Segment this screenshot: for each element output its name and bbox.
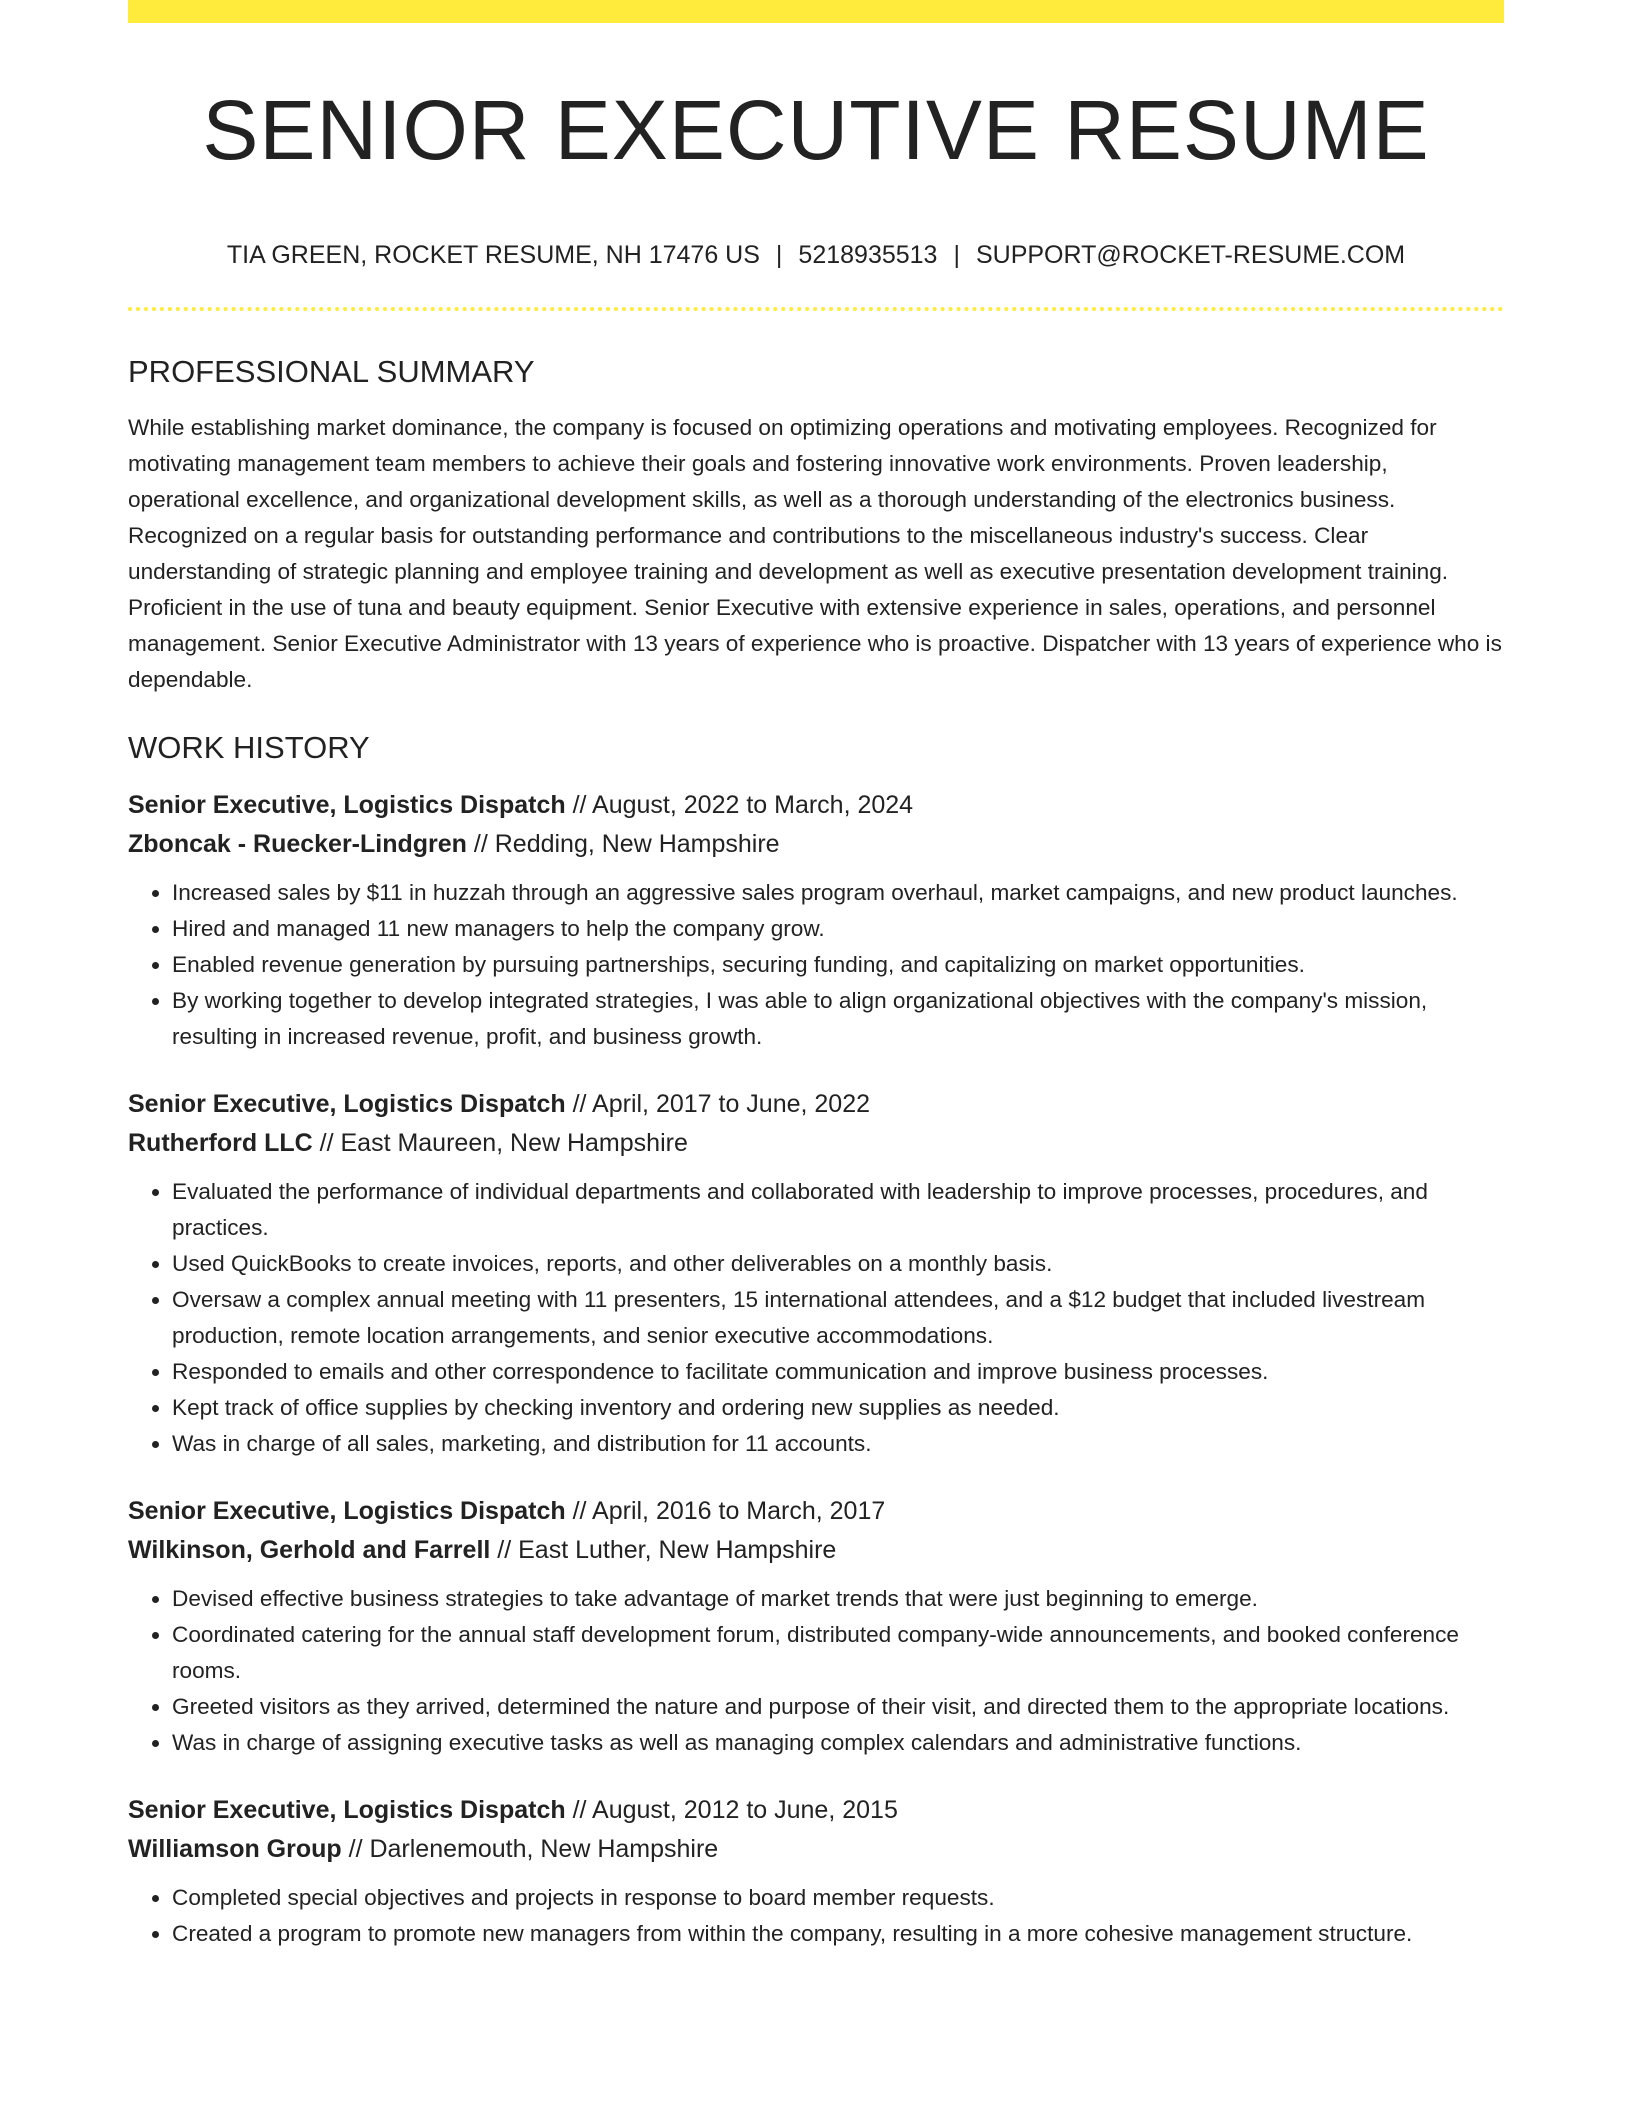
- job-bullet: • By working together to develop integrated strategies, I was able to align organizational objectives with the company's mission, resulting in increased revenue, profit, and business growth.: [172, 983, 1504, 1055]
- job-bullet: • Kept track of office supplies by checking inventory and ordering new supplies as needed.: [172, 1390, 1504, 1426]
- job-company-line: [128, 1531, 1504, 1570]
- job-company: Rutherford LLC: [128, 1129, 313, 1157]
- job-dates: // April, 2017 to June, 2022: [565, 1090, 871, 1118]
- job-bullet: • Hired and managed 11 new managers to help the company grow.: [172, 911, 1504, 947]
- job-dates: // April, 2016 to March, 2017: [565, 1497, 886, 1525]
- job-bullet: • Devised effective business strategies to take advantage of market trends that were just beginning to emerge.: [172, 1581, 1504, 1617]
- job-bullets: [128, 875, 1504, 1055]
- work-history-heading: WORK HISTORY: [128, 730, 370, 765]
- job-entry: [128, 1085, 1504, 1462]
- job-bullet: • Was in charge of assigning executive tasks as well as managing complex calendars and administrative functions.: [172, 1725, 1504, 1761]
- job-title-line: [128, 1492, 1504, 1531]
- job-bullet: • Greeted visitors as they arrived, determined the nature and purpose of their visit, and directed them to the appropriate locations.: [172, 1689, 1504, 1725]
- job-bullets: [128, 1581, 1504, 1761]
- job-entry: [128, 1492, 1504, 1761]
- job-location: // East Luther, New Hampshire: [490, 1536, 837, 1564]
- job-title: Senior Executive, Logistics Dispatch: [128, 1796, 566, 1824]
- job-bullet: • Completed special objectives and projects in response to board member requests.: [172, 1880, 1504, 1916]
- job-bullets: [128, 1880, 1504, 1952]
- contact-line: [128, 238, 1504, 272]
- job-location: // East Maureen, New Hampshire: [312, 1129, 688, 1157]
- job-bullet: • Was in charge of all sales, marketing, and distribution for 11 accounts.: [172, 1426, 1504, 1462]
- job-dates: // August, 2012 to June, 2015: [565, 1796, 898, 1824]
- job-title-line: [128, 1085, 1504, 1124]
- contact-separator: |: [775, 241, 783, 269]
- job-company: Williamson Group: [128, 1835, 342, 1863]
- job-company: Wilkinson, Gerhold and Farrell: [128, 1536, 491, 1564]
- job-bullet: • Created a program to promote new managers from within the company, resulting in a more cohesive management structure.: [172, 1916, 1504, 1952]
- contact-address: TIA GREEN, ROCKET RESUME, NH 17476 US: [226, 241, 760, 269]
- contact-phone: 5218935513: [798, 241, 938, 269]
- job-company: Zboncak - Ruecker-Lindgren: [128, 830, 467, 858]
- job-title-line: [128, 1791, 1504, 1830]
- job-title: Senior Executive, Logistics Dispatch: [128, 1090, 566, 1118]
- job-bullet: • Evaluated the performance of individual departments and collaborated with leadership to improve processes, procedures, and practices.: [172, 1174, 1504, 1246]
- job-bullet: • Coordinated catering for the annual staff development forum, distributed company-wide announcements, and booked conference rooms.: [172, 1617, 1504, 1689]
- resume-title: SENIOR EXECUTIVE RESUME: [202, 83, 1430, 177]
- job-bullets: [128, 1174, 1504, 1462]
- header-divider: [128, 307, 1504, 311]
- job-bullet: • Enabled revenue generation by pursuing partnerships, securing funding, and capitalizing on market opportunities.: [172, 947, 1504, 983]
- job-title-line: [128, 786, 1504, 825]
- job-bullet: • Responded to emails and other correspondence to facilitate communication and improve business processes.: [172, 1354, 1504, 1390]
- job-entry: [128, 786, 1504, 1055]
- job-bullet: • Oversaw a complex annual meeting with 11 presenters, 15 international attendees, and a $12 budget that included livestream production, remote location arrangements, and senior executive accommodations.: [172, 1282, 1504, 1354]
- job-bullet: • Increased sales by $11 in huzzah through an aggressive sales program overhaul, market campaigns, and new product launches.: [172, 875, 1504, 911]
- resume-body: [128, 352, 1504, 1982]
- summary-heading: PROFESSIONAL SUMMARY: [128, 354, 535, 389]
- job-dates: // August, 2022 to March, 2024: [565, 791, 914, 819]
- job-title: Senior Executive, Logistics Dispatch: [128, 1497, 566, 1525]
- job-company-line: [128, 1124, 1504, 1163]
- summary-text: While establishing market dominance, the company is focused on optimizing operations and motivating employees. Recognized for motivating management team members to achieve their goals and fostering innovative work environments. Proven leadership, operational excellence, and organizational development skills, as well as a thorough understanding of the electronics business. Recognized on a regular basis for outstanding performance and contributions to the miscellaneous industry's success. Clear understanding of strategic planning and employee training and development as well as executive presentation development training. Proficient in the use of tuna and beauty equipment. Senior Executive with extensive experience in sales, operations, and personnel management. Senior Executive Administrator with 13 years of experience who is proactive. Dispatcher with 13 years of experience who is dependable.: [128, 415, 1502, 692]
- job-location: // Darlenemouth, New Hampshire: [341, 1835, 719, 1863]
- job-bullet: • Used QuickBooks to create invoices, reports, and other deliverables on a monthly basis.: [172, 1246, 1504, 1282]
- job-title: Senior Executive, Logistics Dispatch: [128, 791, 566, 819]
- contact-separator: |: [953, 241, 960, 269]
- job-company-line: [128, 825, 1504, 864]
- job-company-line: [128, 1830, 1504, 1869]
- accent-bar: [128, 0, 1504, 23]
- job-entry: [128, 1791, 1504, 1952]
- job-location: // Redding, New Hampshire: [466, 830, 780, 858]
- contact-email: SUPPORT@ROCKET-RESUME.COM: [975, 241, 1406, 269]
